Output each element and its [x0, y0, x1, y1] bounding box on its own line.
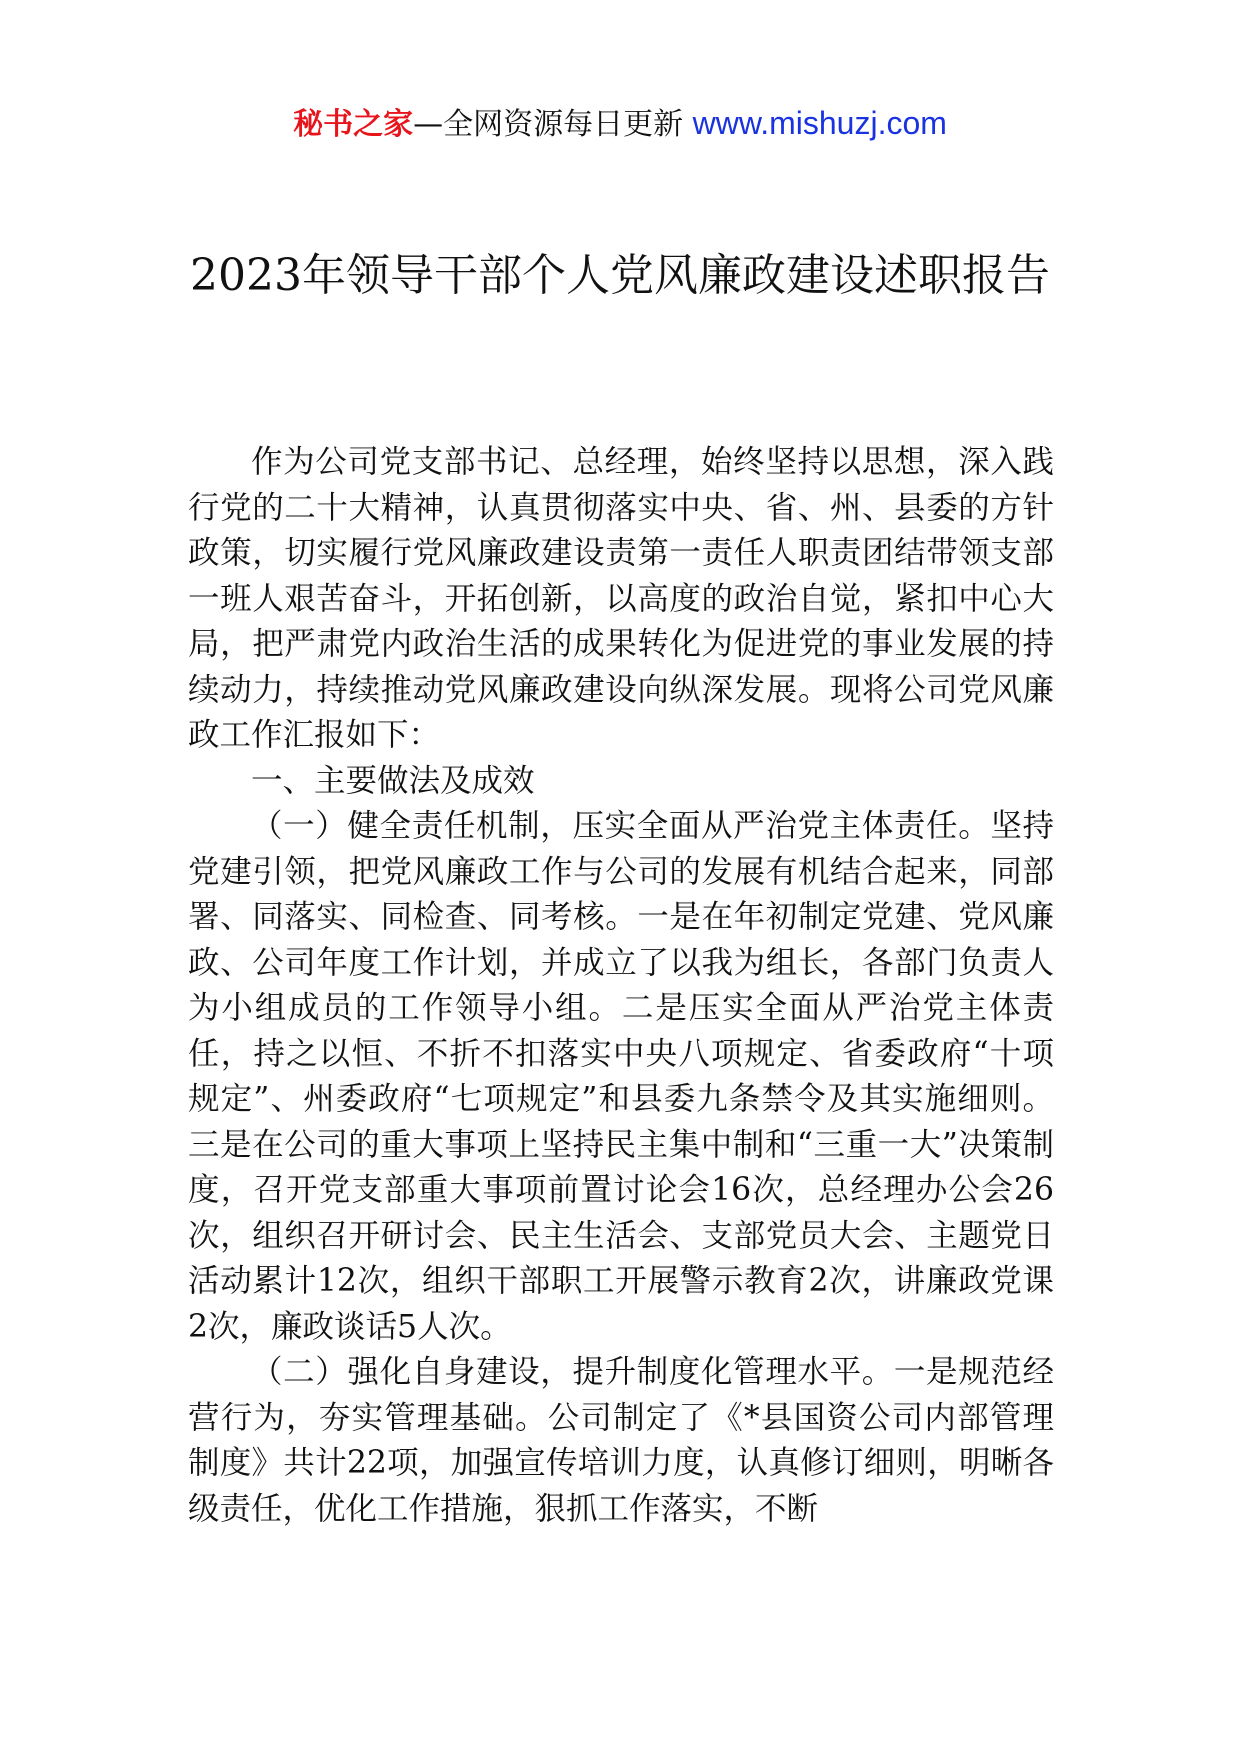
- document-body: [188, 440, 1054, 1532]
- site-slogan: —全网资源每日更新: [413, 107, 684, 142]
- intro-paragraph: 作为公司党支部书记、总经理，始终坚持以思想，深入践行党的二十大精神，认真贯彻落实中央、省、州、县委的方针政策，切实履行党风廉政建设责第一责任人职责团结带领支部一班人艰苦奋斗，开拓创新，以高度的政治自觉，紧扣中心大局，把严肃党内政治生活的成果转化为促进党的事业发展的持续动力，持续推动党风廉政建设向纵深发展。现将公司党风廉政工作汇报如下：: [188, 444, 1054, 753]
- site-url-link[interactable]: www.mishuzj.com: [692, 105, 947, 141]
- section-heading-1: 一、主要做法及成效: [251, 762, 535, 799]
- document-title: 2023年领导干部个人党风廉政建设述职报告: [190, 250, 1050, 301]
- body-paragraph-1: （一）健全责任机制，压实全面从严治党主体责任。坚持党建引领，把党风廉政工作与公司的发展有机结合起来，同部署、同落实、同检查、同考核。一是在年初制定党建、党风廉政、公司年度工作计划，并成立了以我为组长，各部门负责人为小组成员的工作领导小组。二是压实全面从严治党主体责任，持之以恒、不折不扣落实中央八项规定、省委政府“十项规定”、州委政府“七项规定”和县委九条禁令及其实施细则。三是在公司的重大事项上坚持民主集中制和“三重一大”决策制度，召开党支部重大事项前置讨论会16次，总经理办公会26次，组织召开研讨会、民主生活会、支部党员大会、主题党日活动累计12次，组织干部职工开展警示教育2次，讲廉政党课2次，廉政谈话5人次。: [188, 808, 1054, 1345]
- body-paragraph-2: （二）强化自身建设，提升制度化管理水平。一是规范经营行为，夯实管理基础。公司制定了《*县国资公司内部管理制度》共计22项，加强宣传培训力度，认真修订细则，明晰各级责任，优化工作措施，狠抓工作落实，不断: [188, 1354, 1054, 1527]
- site-header: [0, 100, 1240, 148]
- brand-name: 秘书之家: [293, 107, 414, 142]
